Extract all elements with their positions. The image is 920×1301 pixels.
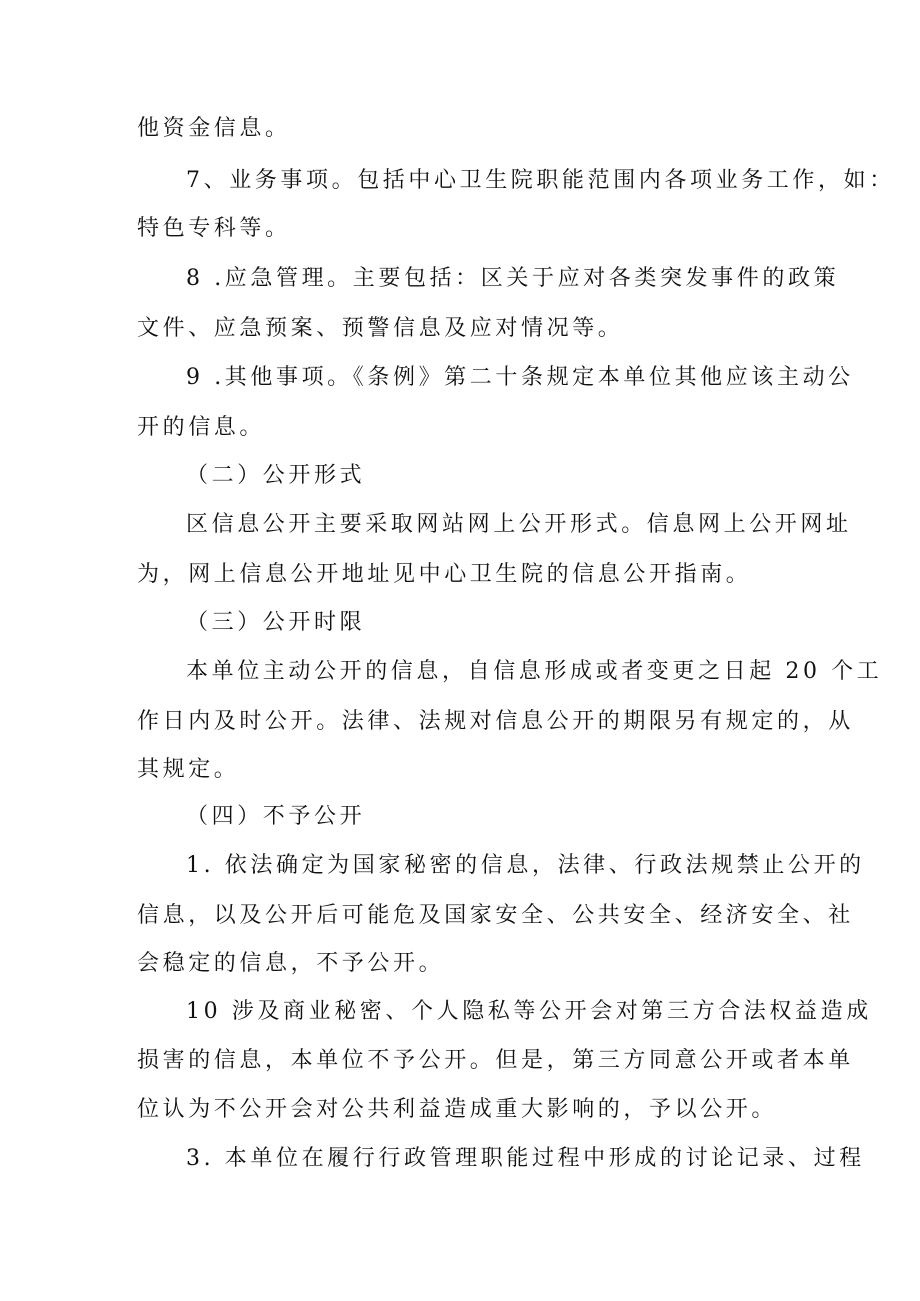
text-line: 信息，以及公开后可能危及国家安全、公共安全、经济安全、社	[137, 903, 854, 928]
section-heading: （三）公开时限	[186, 610, 366, 635]
section-heading: （四）不予公开	[186, 804, 366, 829]
text-line: 7、业务事项。包括中心卫生院职能范围内各项业务工作，如：	[186, 168, 895, 193]
text-line: 8 .应急管理。主要包括：区关于应对各类突发事件的政策	[186, 266, 840, 291]
text-line: 10 涉及商业秘密、个人隐私等公开会对第三方合法权益造成	[186, 999, 872, 1024]
text-line: 为，网上信息公开地址见中心卫生院的信息公开指南。	[137, 562, 752, 587]
text-line: 文件、应急预案、预警信息及应对情况等。	[137, 316, 624, 341]
text-line: 3. 本单位在履行行政管理职能过程中形成的讨论记录、过程	[186, 1146, 865, 1171]
text-line: 作日内及时公开。法律、法规对信息公开的期限另有规定的，从	[137, 709, 854, 734]
text-line: 损害的信息，本单位不予公开。但是，第三方同意公开或者本单	[137, 1048, 854, 1073]
text-line: 1. 依法确定为国家秘密的信息，法律、行政法规禁止公开的	[186, 853, 865, 878]
text-line: 特色专科等。	[137, 216, 291, 241]
text-line: 开的信息。	[137, 415, 266, 440]
text-line: 9 .其他事项。《条例》第二十条规定本单位其他应该主动公	[186, 365, 854, 390]
text-line: 位认为不公开会对公共利益造成重大影响的，予以公开。	[137, 1097, 778, 1122]
section-heading: （二）公开形式	[186, 463, 366, 488]
text-line: 会稳定的信息，不予公开。	[137, 951, 445, 976]
text-line: 其规定。	[137, 757, 240, 782]
text-line: 他资金信息。	[137, 116, 291, 141]
text-line: 区信息公开主要采取网站网上公开形式。信息网上公开网址	[186, 512, 852, 537]
text-line: 本单位主动公开的信息，自信息形成或者变更之日起 20 个工	[186, 659, 883, 684]
